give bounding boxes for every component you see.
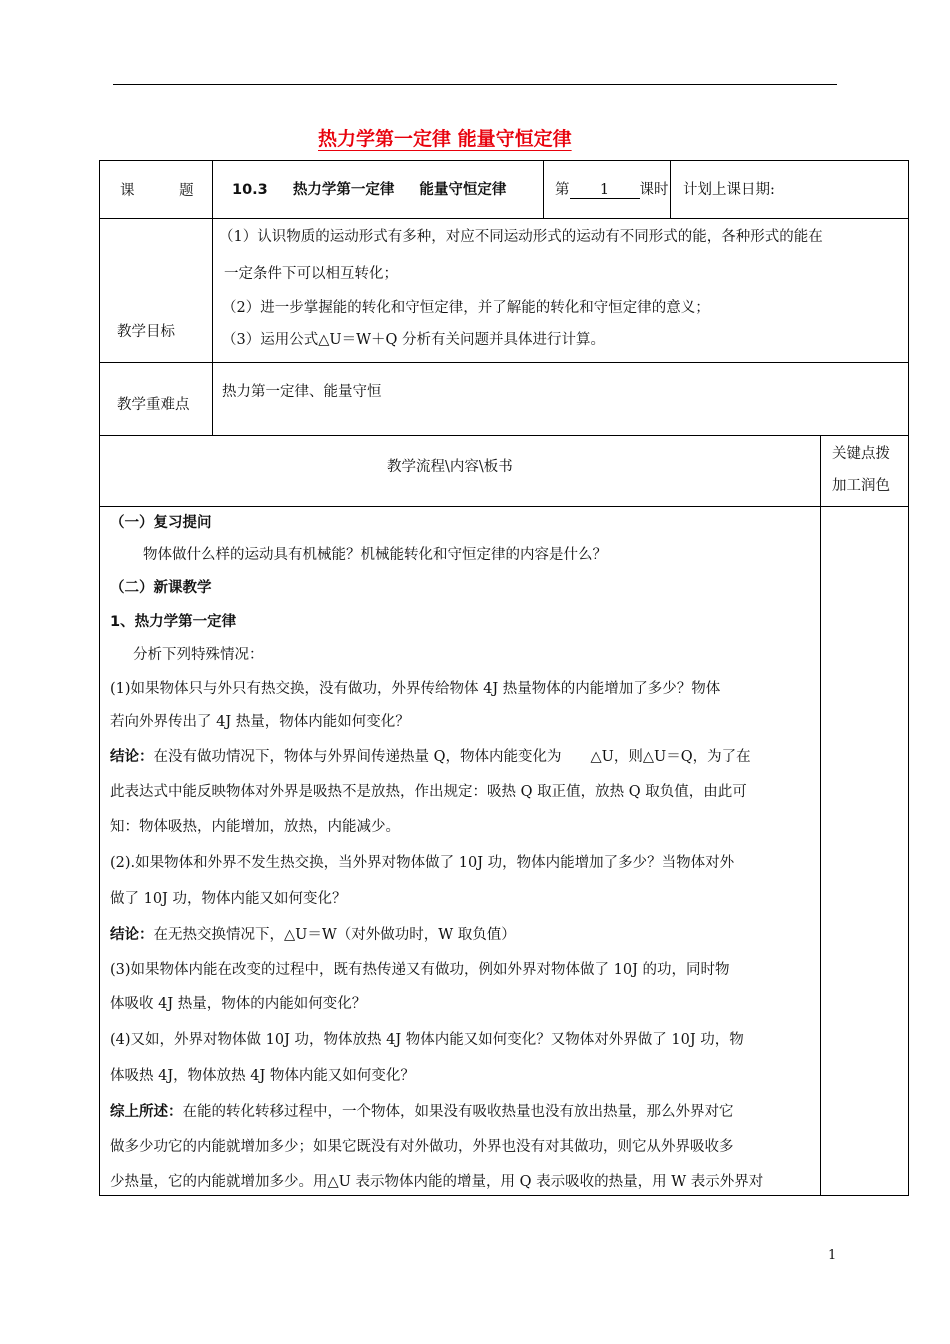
case1-line-2: 若向外界传出了 4J 热量，物体内能如何变化？: [110, 714, 410, 730]
conclusion1-line-3: 知：物体吸热，内能增加，放热，内能减少。: [110, 819, 400, 835]
case2-line-1: (2).如果物体和外界不发生热交换，当外界对物体做了 10J 功，物体内能增加了多少？当物体对外: [110, 855, 735, 871]
summary-label: 综上所述：: [110, 1104, 183, 1120]
document-title-text: 热力学第一定律 能量守恒定律: [318, 128, 572, 150]
conclusion1-line-2: 此表达式中能反映物体对外界是吸热不是放热，作出规定：吸热 Q 取正值，放热 Q 取负值，由此可: [110, 784, 747, 800]
notes-label-line-1: 关键点拨: [832, 446, 890, 462]
goals-label-cell: [99, 219, 213, 363]
goal-line-3: （2）进一步掌握能的转化和守恒定律，并了解能的转化和守恒定律的意义；: [222, 300, 710, 316]
document-title: [318, 124, 612, 151]
case4-line-2: 体吸热 4J，物体放热 4J 物体内能又如何变化？: [110, 1068, 415, 1084]
new-lesson-heading: （二）新课教学: [110, 580, 212, 596]
case1-line-1: (1)如果物体只与外只有热交换，没有做功，外界传给物体 4J 热量物体的内能增加了多少？物体: [110, 681, 721, 697]
period-field: [555, 178, 669, 199]
conclusion2-label: 结论：: [110, 927, 154, 943]
key-points-label: 教学重难点: [117, 397, 190, 413]
page-number: 1: [828, 1248, 837, 1263]
notes-cell: [821, 507, 909, 1196]
goal-line-2: 一定条件下可以相互转化；: [224, 266, 398, 282]
notes-label-line-2: 加工润色: [832, 478, 890, 494]
section1-heading: 1、热力学第一定律: [110, 614, 237, 630]
goal-line-4: （3）运用公式△U＝W＋Q 分析有关问题并具体进行计算。: [222, 332, 605, 348]
case4-line-1: (4)又如，外界对物体做 10J 功，物体放热 4J 物体内能又如何变化？又物体对外界做了 10J 功，物: [110, 1032, 744, 1048]
key-points-value: 热力第一定律、能量守恒: [222, 384, 382, 400]
period-prefix: 第: [555, 182, 570, 198]
analyze-intro: 分析下列特殊情况：: [133, 647, 264, 663]
conclusion1-line-1: 结论：在没有做功情况下，物体与外界间传递热量 Q，物体内能变化为 △U，则△U＝Q，为了在: [110, 749, 751, 765]
goal-line-1: （1）认识物质的运动形式有多种，对应不同运动形式的运动有不同形式的能，各种形式的能在: [219, 229, 823, 245]
summary-line-3: 少热量，它的内能就增加多少。用△U 表示物体内能的增量，用 Q 表示吸收的热量，用 W 表示外界对: [110, 1174, 764, 1190]
summary-line-2: 做多少功它的内能就增加多少；如果它既没有对外做功，外界也没有对其做功，则它从外界吸收多: [110, 1139, 734, 1155]
review-question: 物体做什么样的运动具有机械能？机械能转化和守恒定律的内容是什么？: [143, 547, 607, 563]
review-heading: （一）复习提问: [110, 515, 212, 531]
case3-line-2: 体吸收 4J 热量，物体的内能如何变化？: [110, 996, 367, 1012]
flow-label: 教学流程\内容\板书: [387, 459, 513, 475]
plan-date-label: 计划上课日期:: [683, 182, 775, 198]
summary-line-1: 综上所述：在能的转化转移过程中，一个物体，如果没有吸收热量也没有放出热量，那么外界对它: [110, 1104, 734, 1120]
period-value: 1: [570, 182, 640, 199]
topic-label: 课 题: [120, 183, 194, 199]
conclusion1-label: 结论：: [110, 749, 154, 765]
case3-line-1: (3)如果物体内能在改变的过程中，既有热传递又有做功，例如外界对物体做了 10J 的功，同时物: [110, 962, 730, 978]
topic-value: 10.3 热力学第一定律 能量守恒定律: [232, 182, 507, 198]
case2-line-2: 做了 10J 功，物体内能又如何变化？: [110, 891, 347, 907]
goals-label: 教学目标: [117, 324, 175, 340]
conclusion2: 结论：在无热交换情况下，△U＝W（对外做功时，W 取负值）: [110, 927, 516, 943]
header-rule: [113, 84, 837, 85]
period-suffix: 课时: [639, 182, 669, 198]
